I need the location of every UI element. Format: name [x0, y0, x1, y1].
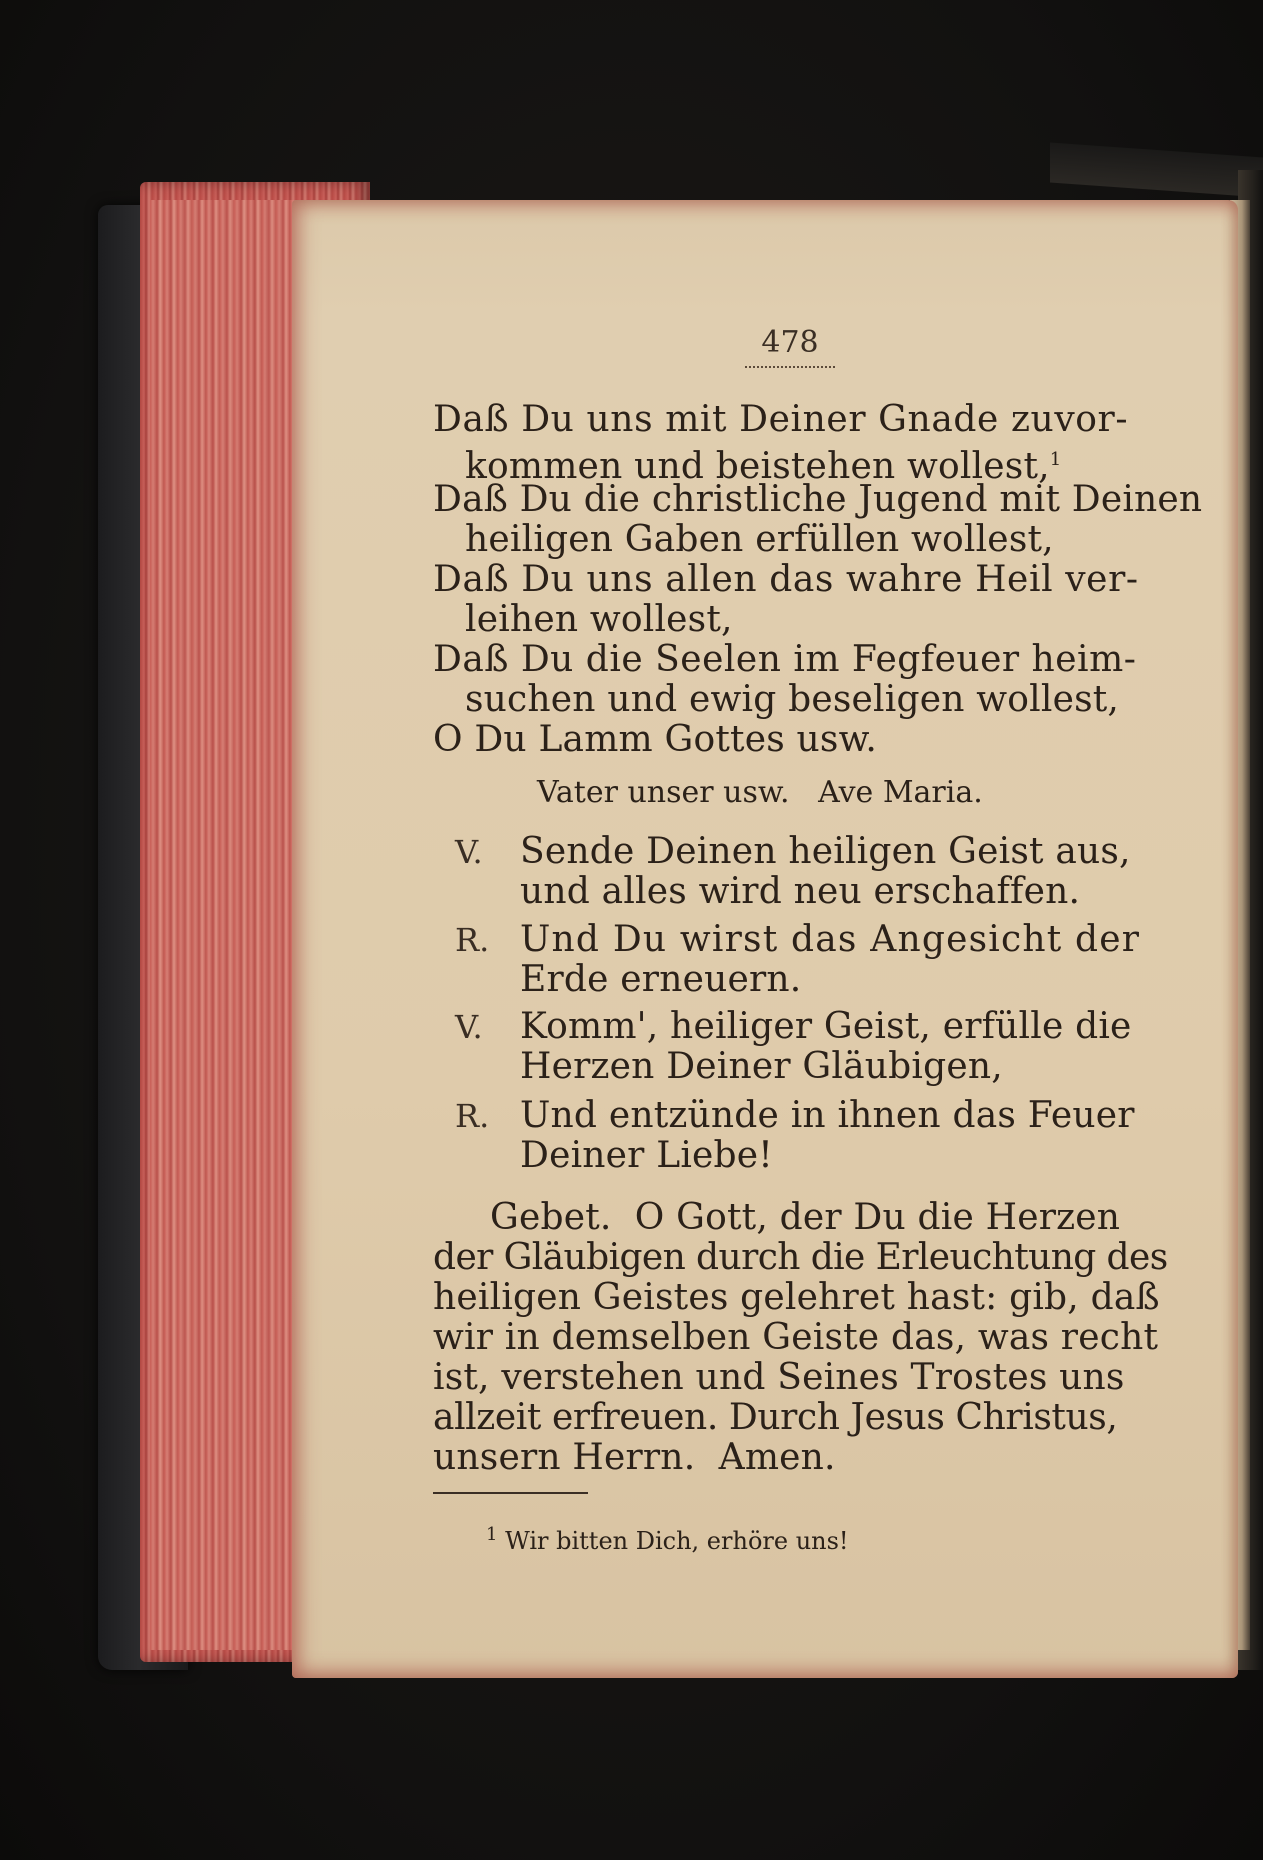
versicle-line: und alles wird neu erschaffen.: [520, 871, 1081, 912]
litany-line: Daß Du uns mit Deiner Gnade zuvor-: [433, 399, 1129, 440]
response-line: Und entzünde in ihnen das Feuer: [520, 1095, 1135, 1136]
prayer-line: ist, verstehen und Seines Trostes uns: [433, 1357, 1125, 1398]
litany-line: heiligen Gaben erfüllen wollest,: [465, 519, 1054, 560]
litany-line: leihen wollest,: [465, 599, 733, 640]
prayer-line: wir in demselben Geiste das, was recht: [433, 1317, 1159, 1358]
litany-line: O Du Lamm Gottes usw.: [433, 719, 877, 760]
response-line: Erde erneuern.: [520, 959, 802, 1000]
litany-line: kommen und beistehen wollest,$^1$: [465, 446, 1062, 487]
versicle-marker: V.: [455, 1008, 483, 1046]
response-marker: R.: [455, 921, 490, 959]
litany-line: Daß Du uns allen das wahre Heil ver-: [433, 559, 1139, 600]
prayers-line: Vater unser usw. Ave Maria.: [537, 775, 983, 810]
versicle-marker: V.: [455, 833, 483, 871]
response-line: Deiner Liebe!: [520, 1135, 773, 1176]
page-number-ornament: [745, 360, 835, 368]
footnote: [486, 1520, 849, 1556]
page-number: 478: [761, 325, 819, 360]
response-marker: R.: [455, 1097, 490, 1135]
footnote-reference: 1: [1049, 449, 1062, 470]
versicle-line: Sende Deinen heiligen Geist aus,: [520, 831, 1131, 872]
litany-line: Daß Du die Seelen im Fegfeuer heim-: [433, 639, 1137, 680]
prayer-line: allzeit erfreuen. Durch Jesus Christus,: [433, 1397, 1118, 1438]
prayer-line: unsern Herrn. Amen.: [433, 1437, 836, 1478]
prayer-line: Gebet. O Gott, der Du die Herzen: [490, 1197, 1121, 1238]
litany-line: suchen und ewig beseligen wollest,: [465, 679, 1120, 720]
litany-line: Daß Du die christliche Jugend mit Deinen: [433, 479, 1203, 520]
versicle-line: Komm', heiliger Geist, erfülle die: [520, 1006, 1132, 1047]
prayer-line: der Gläubigen durch die Erleuchtung des: [433, 1237, 1168, 1278]
versicle-line: Herzen Deiner Gläubigen,: [520, 1046, 1003, 1087]
prayer-line: heiligen Geistes gelehret hast: gib, daß: [433, 1277, 1160, 1318]
footnote-rule: [433, 1492, 588, 1494]
response-line: Und Du wirst das Angesicht der: [520, 919, 1141, 960]
footnote-text: Wir bitten Dich, erhöre uns!: [505, 1527, 849, 1555]
footnote-mark: 1: [486, 1524, 498, 1545]
